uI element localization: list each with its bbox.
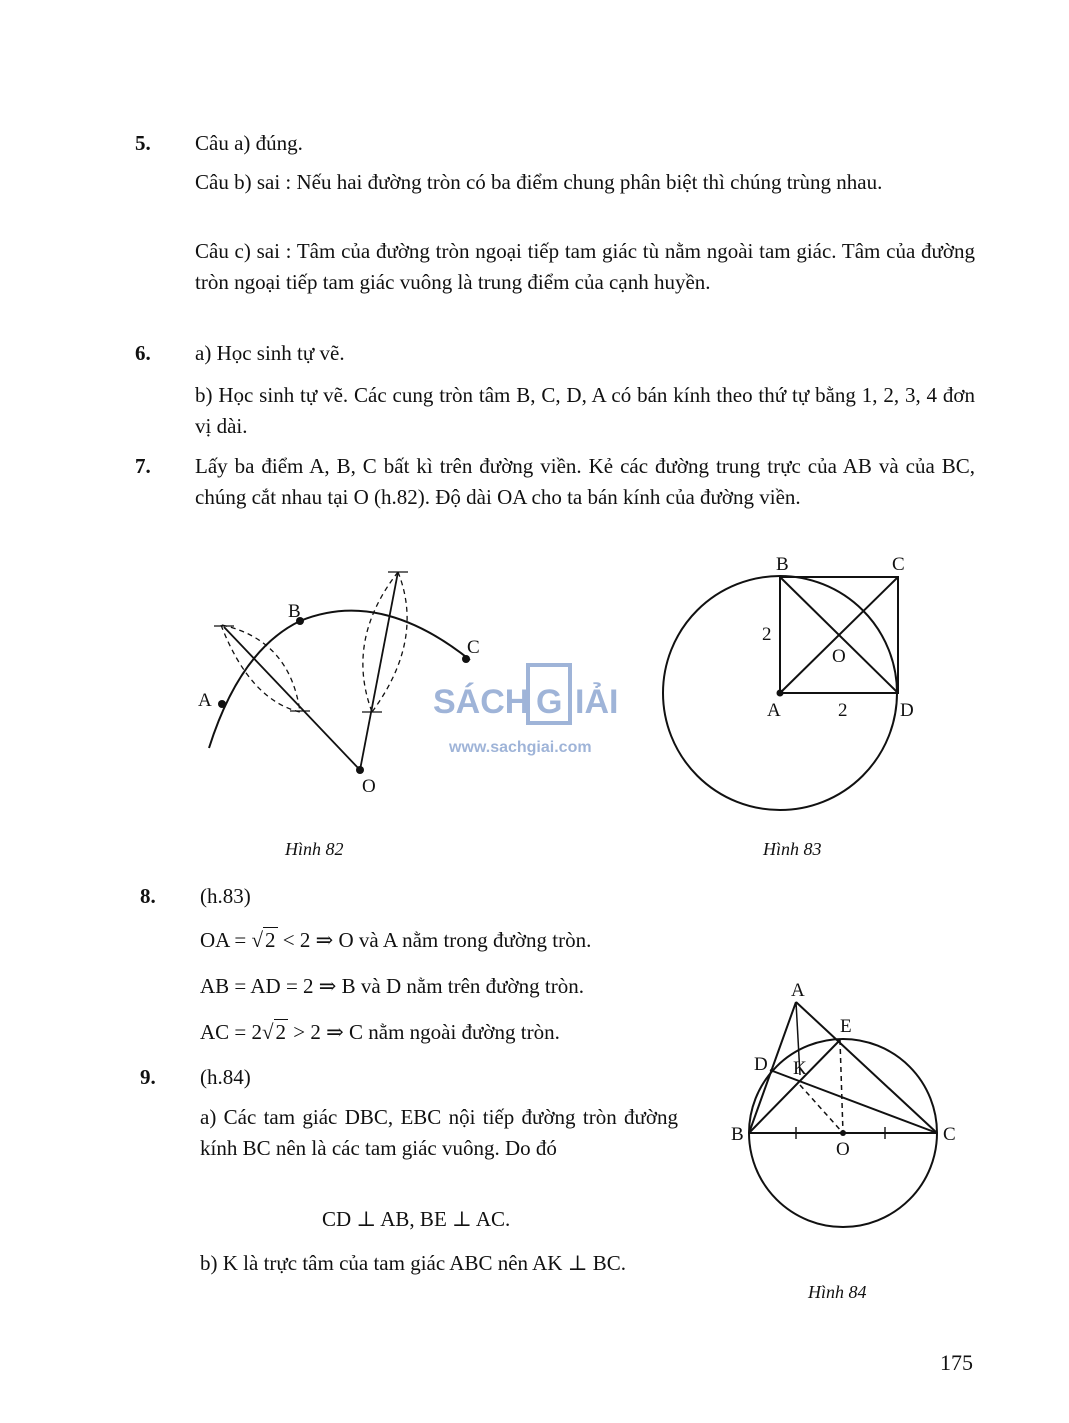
fig84-label-a: A: [791, 980, 805, 1001]
watermark-logo-left: SÁCH: [433, 683, 530, 721]
fig84-label-k: K: [793, 1058, 807, 1079]
fig82-arc-a: [221, 625, 300, 712]
fig84-point-o: [840, 1130, 846, 1136]
item-9-number: 9.: [140, 1065, 156, 1089]
fig82-bisector-bc: [360, 572, 398, 770]
item-7-text: Lấy ba điểm A, B, C bất kì trên đường viền. Kẻ các đường trung trực của AB và của BC, chúng cắt nhau tại O (h.82). Độ dài OA cho ta bán kính của đường viền.: [195, 454, 975, 509]
item-5-line-b: Câu b) sai : Nếu hai đường tròn có ba điểm chung phân biệt thì chúng trùng nhau.: [195, 170, 883, 194]
fig84-label-b: B: [731, 1124, 744, 1145]
fig84-dashed-eo: [840, 1040, 843, 1133]
item-6-number: 6.: [135, 341, 151, 365]
fig82-label-o: O: [362, 776, 376, 797]
fig83-point-a: [777, 690, 784, 697]
item-6-line-a: a) Học sinh tự vẽ.: [195, 341, 345, 365]
item-5-line-c: Câu c) sai : Tâm của đường tròn ngoại tiếp tam giác tù nằm ngoài tam giác. Tâm của đường tròn ngoại tiếp tam giác vuông là trung điểm của cạnh huyền.: [195, 239, 975, 294]
fig82-bisector-ab: [224, 627, 360, 770]
fig83-label-a: A: [767, 700, 781, 721]
item-6-line-b: b) Học sinh tự vẽ. Các cung tròn tâm B, C, D, A có bán kính theo thứ tự bằng 1, 2, 3, 4 đơn vị dài.: [195, 383, 975, 438]
fig83-caption: Hình 83: [763, 839, 822, 859]
item-8-ref: (h.83): [200, 884, 251, 908]
fig83-label-d: D: [900, 700, 914, 721]
fig82-arc: [209, 611, 470, 748]
watermark-url: www.sachgiai.com: [449, 739, 592, 756]
fig84-label-o: O: [836, 1139, 850, 1160]
fig82-label-a: A: [198, 690, 212, 711]
item-5-line-a: Câu a) đúng.: [195, 131, 303, 155]
fig84-label-c: C: [943, 1124, 956, 1145]
fig84-label-d: D: [754, 1054, 768, 1075]
item-8-eq-3: AC = 2√2 > 2 ⇒ C nằm ngoài đường tròn.: [200, 1020, 560, 1044]
fig82-point-a: [218, 700, 226, 708]
item-9-part-a: a) Các tam giác DBC, EBC nội tiếp đường tròn đường kính BC nên là các tam giác vuông. Do đó: [200, 1105, 678, 1160]
fig83-label-side-ab: 2: [762, 624, 772, 645]
item-5-number: 5.: [135, 131, 151, 155]
fig82-label-b: B: [288, 601, 301, 622]
fig84-label-e: E: [840, 1016, 852, 1037]
fig83-label-o: O: [832, 646, 846, 667]
figure-82: [209, 572, 470, 774]
figure-83: [663, 576, 898, 810]
fig84-side-ac: [796, 1002, 937, 1133]
fig83-label-side-ad: 2: [838, 700, 848, 721]
item-9-part-b: b) K là trực tâm của tam giác ABC nên AK ⊥ BC.: [200, 1251, 626, 1275]
item-9-formula: CD ⊥ AB, BE ⊥ AC.: [322, 1207, 511, 1231]
fig83-label-b: B: [776, 554, 789, 575]
watermark-logo-g: G: [536, 683, 563, 721]
item-9-ref: (h.84): [200, 1065, 251, 1089]
fig84-caption: Hình 84: [808, 1282, 867, 1302]
fig82-label-c: C: [467, 637, 480, 658]
fig82-arc-c: [363, 572, 398, 712]
fig84-dashed-ko: [800, 1085, 843, 1133]
fig82-caption: Hình 82: [285, 839, 344, 859]
watermark-logo-right: IẢI: [575, 683, 619, 721]
fig82-point-o: [356, 766, 364, 774]
item-8-eq-2: AB = AD = 2 ⇒ B và D nằm trên đường tròn.: [200, 974, 584, 998]
fig82-arc-d: [372, 572, 407, 712]
item-8-number: 8.: [140, 884, 156, 908]
page-number: 175: [940, 1350, 973, 1375]
watermark-logo: [433, 665, 618, 756]
item-8-eq-1: OA = √2 < 2 ⇒ O và A nằm trong đường tròn.: [200, 928, 592, 952]
fig84-altitude-cd: [770, 1070, 937, 1133]
item-7-number: 7.: [135, 454, 151, 478]
fig83-label-c: C: [892, 554, 905, 575]
